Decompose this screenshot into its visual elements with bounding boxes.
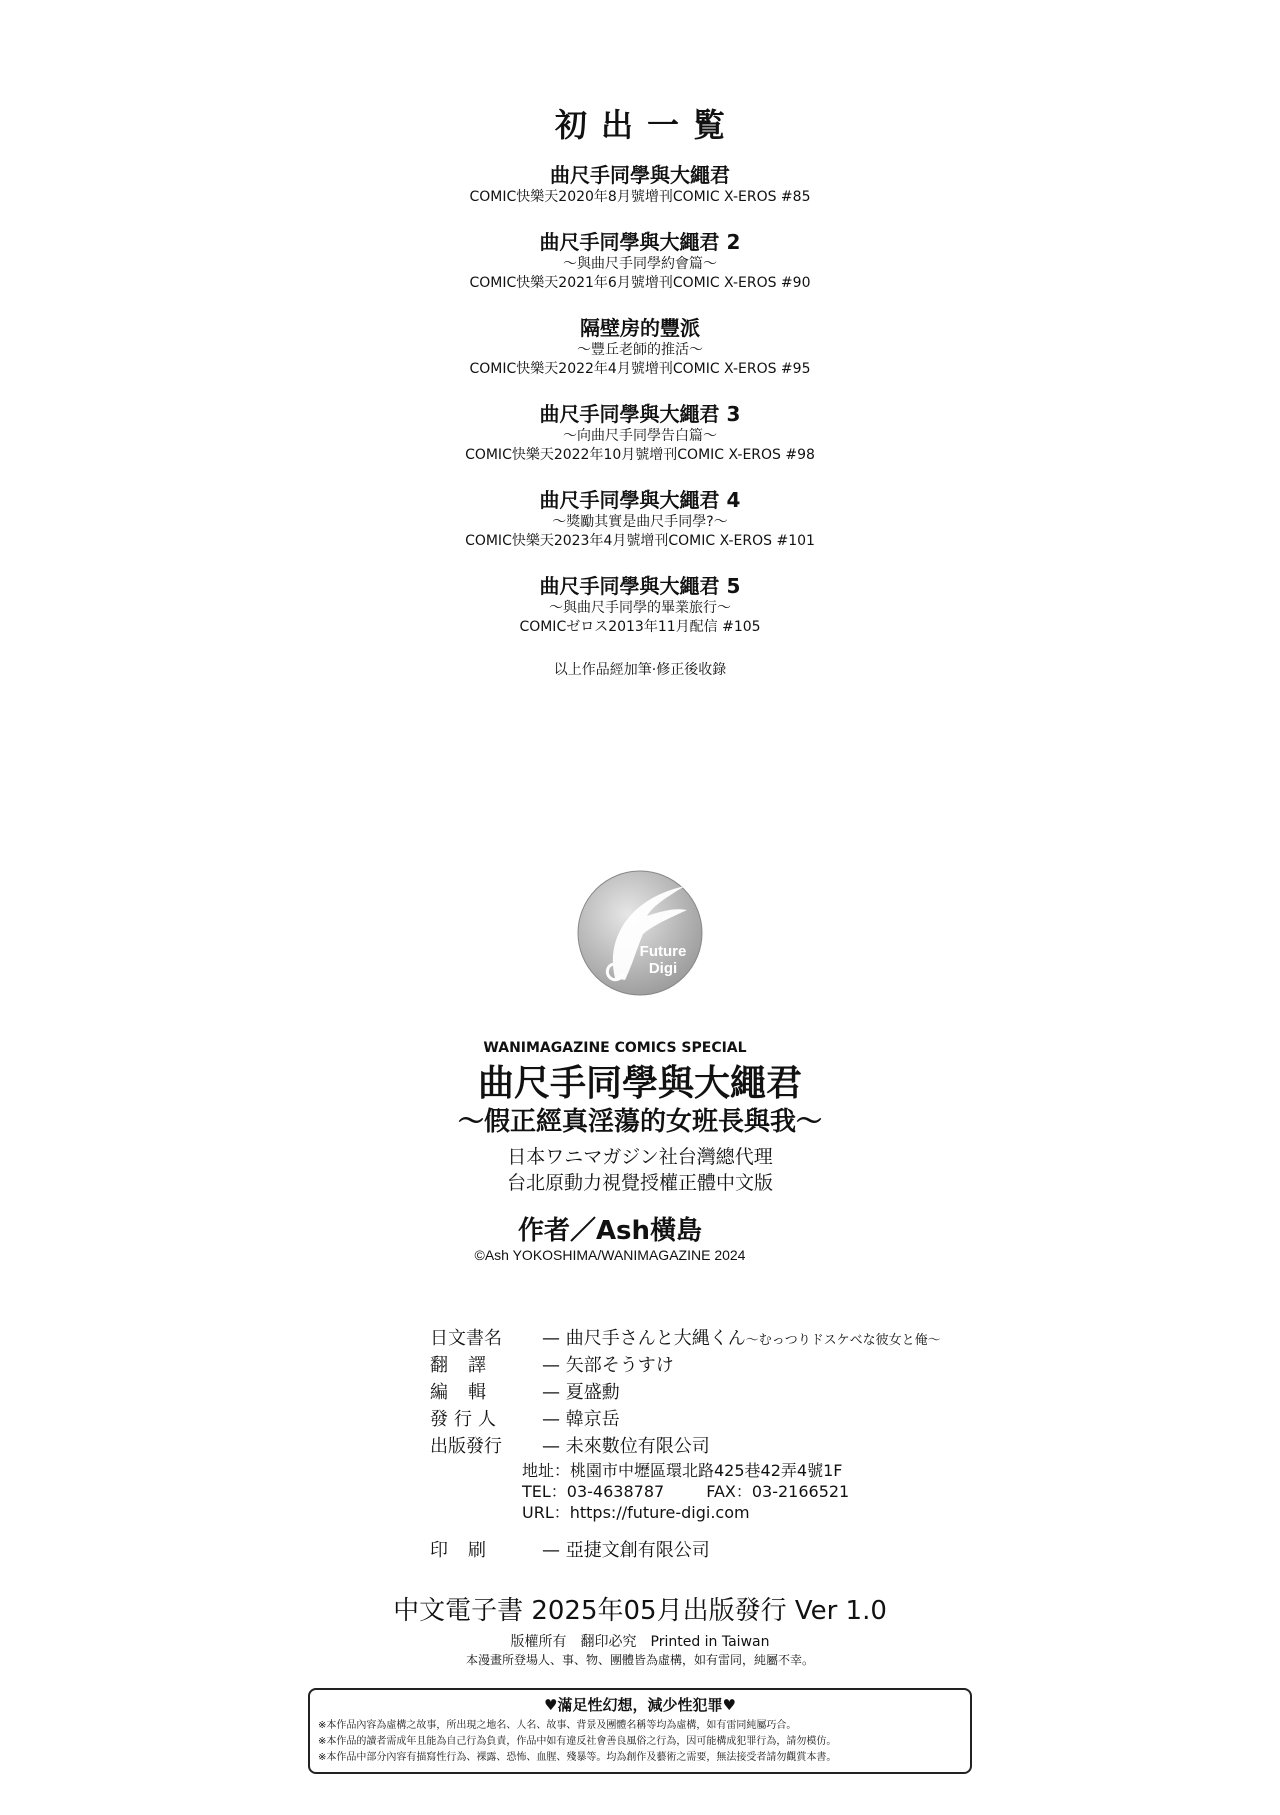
credit-value: 曲尺手さんと大縄くん [565, 1328, 746, 1349]
credit-separator: — [542, 1436, 560, 1457]
warning-box [308, 1688, 972, 1774]
warning-line: ※本作品的讀者需成年且能為自己行為負責，作品中如有違反社會善良風俗之行為，因可能構成犯罪行為，請勿模仿。 [318, 1736, 837, 1747]
credit-row-original-title [430, 1325, 1070, 1352]
entry-publication: COMIC快樂天2020年8月號增刊COMIC X-EROS #85 [469, 189, 811, 205]
entry-subtitle: ～豐丘老師的推活～ [577, 342, 703, 358]
credit-row-editor [430, 1379, 1070, 1406]
entry-publication: COMIC快樂天2022年4月號增刊COMIC X-EROS #95 [469, 361, 811, 377]
edition-info: 中文電子書 2025年05月出版發行 Ver 1.0 [393, 1596, 887, 1626]
entry-publication: COMIC快樂天2021年6月號增刊COMIC X-EROS #90 [469, 275, 811, 291]
book-subtitle: ～假正經真淫蕩的女班長與我～ [457, 1107, 822, 1137]
entry-title: 曲尺手同學與大繩君 5 [539, 574, 741, 598]
entry-title: 曲尺手同學與大繩君 3 [539, 402, 741, 426]
list-item [0, 162, 1280, 207]
author: 作者／Ash橫島 [517, 1216, 703, 1246]
entry-publication: COMICゼロス2013年11月配信 #105 [519, 619, 761, 635]
credit-label: 編輯 [430, 1382, 506, 1403]
list-item [0, 229, 1280, 293]
list-item [0, 401, 1280, 465]
logo-text-line2: Digi [648, 960, 678, 977]
credit-row-printer [430, 1537, 1070, 1564]
credit-label: 翻譯 [430, 1355, 506, 1376]
credit-separator: — [542, 1382, 560, 1403]
agency-line-1: 日本ワニマガジン社台灣總代理 [507, 1146, 773, 1168]
entry-publication: COMIC快樂天2023年4月號增刊COMIC X-EROS #101 [465, 533, 815, 549]
entry-publication: COMIC快樂天2022年10月號增刊COMIC X-EROS #98 [465, 447, 815, 463]
credit-value: 未來數位有限公司 [565, 1436, 710, 1457]
warning-line: ※本作品內容為虛構之故事，所出現之地名、人名、故事、背景及團體名稱等均為虛構，如有雷同純屬巧合。 [318, 1720, 797, 1731]
credit-label: 日文書名 [430, 1328, 502, 1349]
entry-title: 隔壁房的豐派 [580, 316, 700, 340]
credit-row-publisher-person [430, 1406, 1070, 1433]
logo-text-line1: Future [639, 943, 687, 960]
credit-value: 亞捷文創有限公司 [565, 1540, 710, 1561]
warning-title: ♥滿足性幻想，減少性犯罪♥ [544, 1696, 736, 1714]
credit-separator: — [542, 1328, 560, 1349]
publisher-address: 地址：桃園市中壢區環北路425巷42弄4號1F [522, 1461, 843, 1480]
credit-value: 韓京岳 [565, 1409, 620, 1430]
publisher-url: URL：https://future-digi.com [522, 1503, 750, 1522]
list-item [0, 315, 1280, 379]
publisher-tel: TEL：03-4638787 [522, 1482, 665, 1501]
entry-subtitle: ～與曲尺手同學約會篇～ [563, 256, 717, 272]
rights-notice: 版權所有 翻印必究 Printed in Taiwan [510, 1634, 770, 1650]
fiction-disclaimer: 本漫畫所登場人、事、物、團體皆為虛構，如有雷同，純屬不幸。 [465, 1653, 814, 1667]
credit-separator: — [542, 1409, 560, 1430]
entry-subtitle: ～獎勵其實是曲尺手同學?～ [552, 514, 728, 530]
publisher-fax: FAX：03-2166521 [706, 1482, 850, 1501]
credits-section [430, 1325, 1070, 1564]
book-title: 曲尺手同學與大繩君 [477, 1063, 802, 1104]
series-name: WANIMAGAZINE COMICS SPECIAL [483, 1040, 747, 1056]
entry-title: 曲尺手同學與大繩君 2 [539, 230, 741, 254]
credit-separator: — [542, 1540, 560, 1561]
list-item [0, 573, 1280, 637]
credit-label: 發行人 [430, 1409, 502, 1430]
credit-row-publisher [430, 1433, 1070, 1460]
copyright: ©Ash YOKOSHIMA/WANIMAGAZINE 2024 [474, 1247, 746, 1263]
credit-value: 矢部そうすけ [565, 1355, 674, 1376]
first-appearance-title: 初出一覧 [554, 106, 739, 144]
publisher-address-block [430, 1460, 1070, 1523]
warning-line: ※本作品中部分內容有描寫性行為、裸露、恐怖、血腥、殘暴等。均為創作及藝術之需要，無法接受者請勿觀賞本書。 [318, 1752, 837, 1763]
future-digi-logo-icon [575, 868, 705, 998]
release-section [0, 1590, 1280, 1668]
list-item [0, 487, 1280, 551]
entry-subtitle: ～向曲尺手同學告白篇～ [563, 428, 717, 444]
credit-label: 出版發行 [430, 1436, 502, 1457]
entry-title: 曲尺手同學與大繩君 [550, 163, 730, 187]
book-info-section [0, 1040, 1280, 1263]
first-appearance-footnote: 以上作品經加筆·修正後收錄 [553, 662, 727, 678]
entry-subtitle: ～與曲尺手同學的畢業旅行～ [549, 600, 731, 616]
credit-value-subtitle: ～むっつりドスケベな彼女と俺～ [745, 1333, 941, 1348]
agency-line-2: 台北原動力視覺授權正體中文版 [506, 1172, 773, 1194]
credit-row-translator [430, 1352, 1070, 1379]
first-appearance-section [0, 100, 1280, 679]
credit-label: 印刷 [430, 1540, 506, 1561]
entry-title: 曲尺手同學與大繩君 4 [539, 488, 741, 512]
credit-separator: — [542, 1355, 560, 1376]
credit-value: 夏盛勳 [565, 1382, 620, 1403]
